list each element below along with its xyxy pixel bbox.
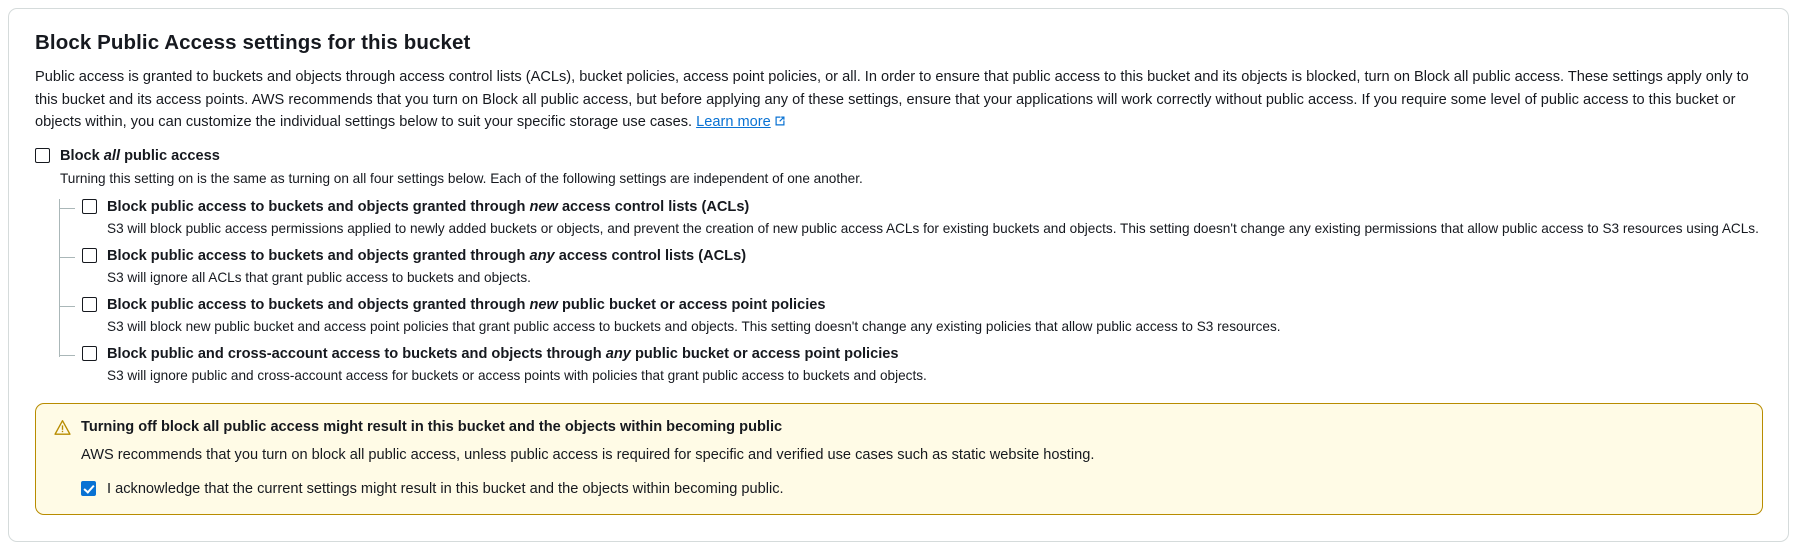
setting-new-policies-description: S3 will block new public bucket and access point policies that grant public access to buckets and objects. This setting doesn't change any existing policies that allow public access to S3 resources. [107, 318, 1281, 334]
setting-new-policies-row[interactable] [82, 297, 1762, 314]
panel-description [35, 66, 1762, 135]
block-all-public-access-label [60, 148, 220, 165]
setting-new-acls-label [107, 199, 749, 216]
acknowledge-row[interactable] [81, 480, 1744, 498]
setting-any-acls-row[interactable] [82, 248, 1762, 265]
learn-more-label: Learn more [696, 114, 771, 130]
setting-any-policies [82, 346, 1762, 385]
setting-any-acls [82, 248, 1762, 287]
setting-any-policies-label [107, 346, 899, 363]
setting-new-acls-suffix: access control lists (ACLs) [557, 198, 750, 215]
acknowledge-label: I acknowledge that the current settings might result in this bucket and the objects within becoming public. [107, 480, 784, 497]
setting-new-acls [82, 199, 1762, 238]
block-all-emphasis: all [103, 147, 121, 164]
setting-any-policies-description: S3 will ignore public and cross-account access for buckets or access points with policies that grant public access to buckets and objects. [107, 367, 927, 383]
setting-any-acls-prefix: Block public access to buckets and objects granted through [107, 247, 530, 264]
alert-body: AWS recommends that you turn on block all public access, unless public access is required for specific and verified use cases such as static website hosting. [81, 446, 1095, 463]
setting-new-acls-prefix: Block public access to buckets and objects granted through [107, 198, 530, 215]
setting-new-policies-label [107, 297, 826, 314]
alert-header [54, 418, 1744, 441]
setting-any-policies-prefix: Block public and cross-account access to buckets and objects through [107, 345, 606, 362]
setting-new-policies-prefix: Block public access to buckets and objects granted through [107, 296, 530, 313]
setting-any-policies-row[interactable] [82, 346, 1762, 363]
block-all-public-access-note: Turning this setting on is the same as turning on all four settings below. Each of the following settings are independent of one another. [60, 170, 863, 186]
panel-description-text: Public access is granted to buckets and objects through access control lists (ACLs), bucket policies, access point policies, or all. In order to ensure that public access to this bucket and its objects is blocked, turn on Block all public access. These settings apply only to this bucket and its access points. AWS recommends that you turn on Block all public access, but before applying any of these settings, ensure that your applications will work correctly without public access. If you require some level of public access to this bucket or objects within, you can customize the individual settings below to suit your specific storage use cases. [35, 69, 1749, 130]
nested-settings-list [59, 199, 1762, 385]
setting-new-policies [82, 297, 1762, 336]
block-all-public-access-checkbox[interactable] [35, 148, 50, 163]
block-all-prefix: Block [60, 147, 104, 164]
setting-new-acls-description: S3 will block public access permissions applied to newly added buckets or objects, and prevent the creation of new public access ACLs for existing buckets and objects. This setting doesn't change any existing permissions that allow public access to S3 resources using ACLs. [107, 220, 1759, 236]
setting-new-acls-checkbox[interactable] [82, 199, 97, 214]
setting-any-policies-checkbox[interactable] [82, 346, 97, 361]
block-all-public-access-row[interactable] [35, 148, 1762, 165]
setting-any-acls-description: S3 will ignore all ACLs that grant public access to buckets and objects. [107, 269, 531, 285]
public-access-warning-alert [35, 403, 1763, 515]
warning-icon [54, 419, 71, 441]
setting-new-acls-row[interactable] [82, 199, 1762, 216]
alert-title: Turning off block all public access might result in this bucket and the objects within becoming public [81, 418, 783, 435]
learn-more-link[interactable] [696, 114, 771, 130]
setting-new-policies-checkbox[interactable] [82, 297, 97, 312]
block-public-access-panel [8, 8, 1789, 542]
block-all-suffix: public access [120, 147, 220, 164]
setting-any-acls-emphasis: any [529, 247, 555, 264]
external-link-icon [774, 112, 786, 135]
setting-any-acls-checkbox[interactable] [82, 248, 97, 263]
page-title: Block Public Access settings for this bucket [35, 31, 471, 54]
setting-any-policies-emphasis: any [605, 345, 631, 362]
setting-any-policies-suffix: public bucket or access point policies [630, 345, 899, 362]
setting-new-policies-emphasis: new [529, 296, 558, 313]
setting-new-acls-emphasis: new [529, 198, 558, 215]
setting-new-policies-suffix: public bucket or access point policies [557, 296, 826, 313]
acknowledge-checkbox[interactable] [81, 481, 96, 496]
setting-any-acls-suffix: access control lists (ACLs) [554, 247, 747, 264]
setting-any-acls-label [107, 248, 746, 265]
